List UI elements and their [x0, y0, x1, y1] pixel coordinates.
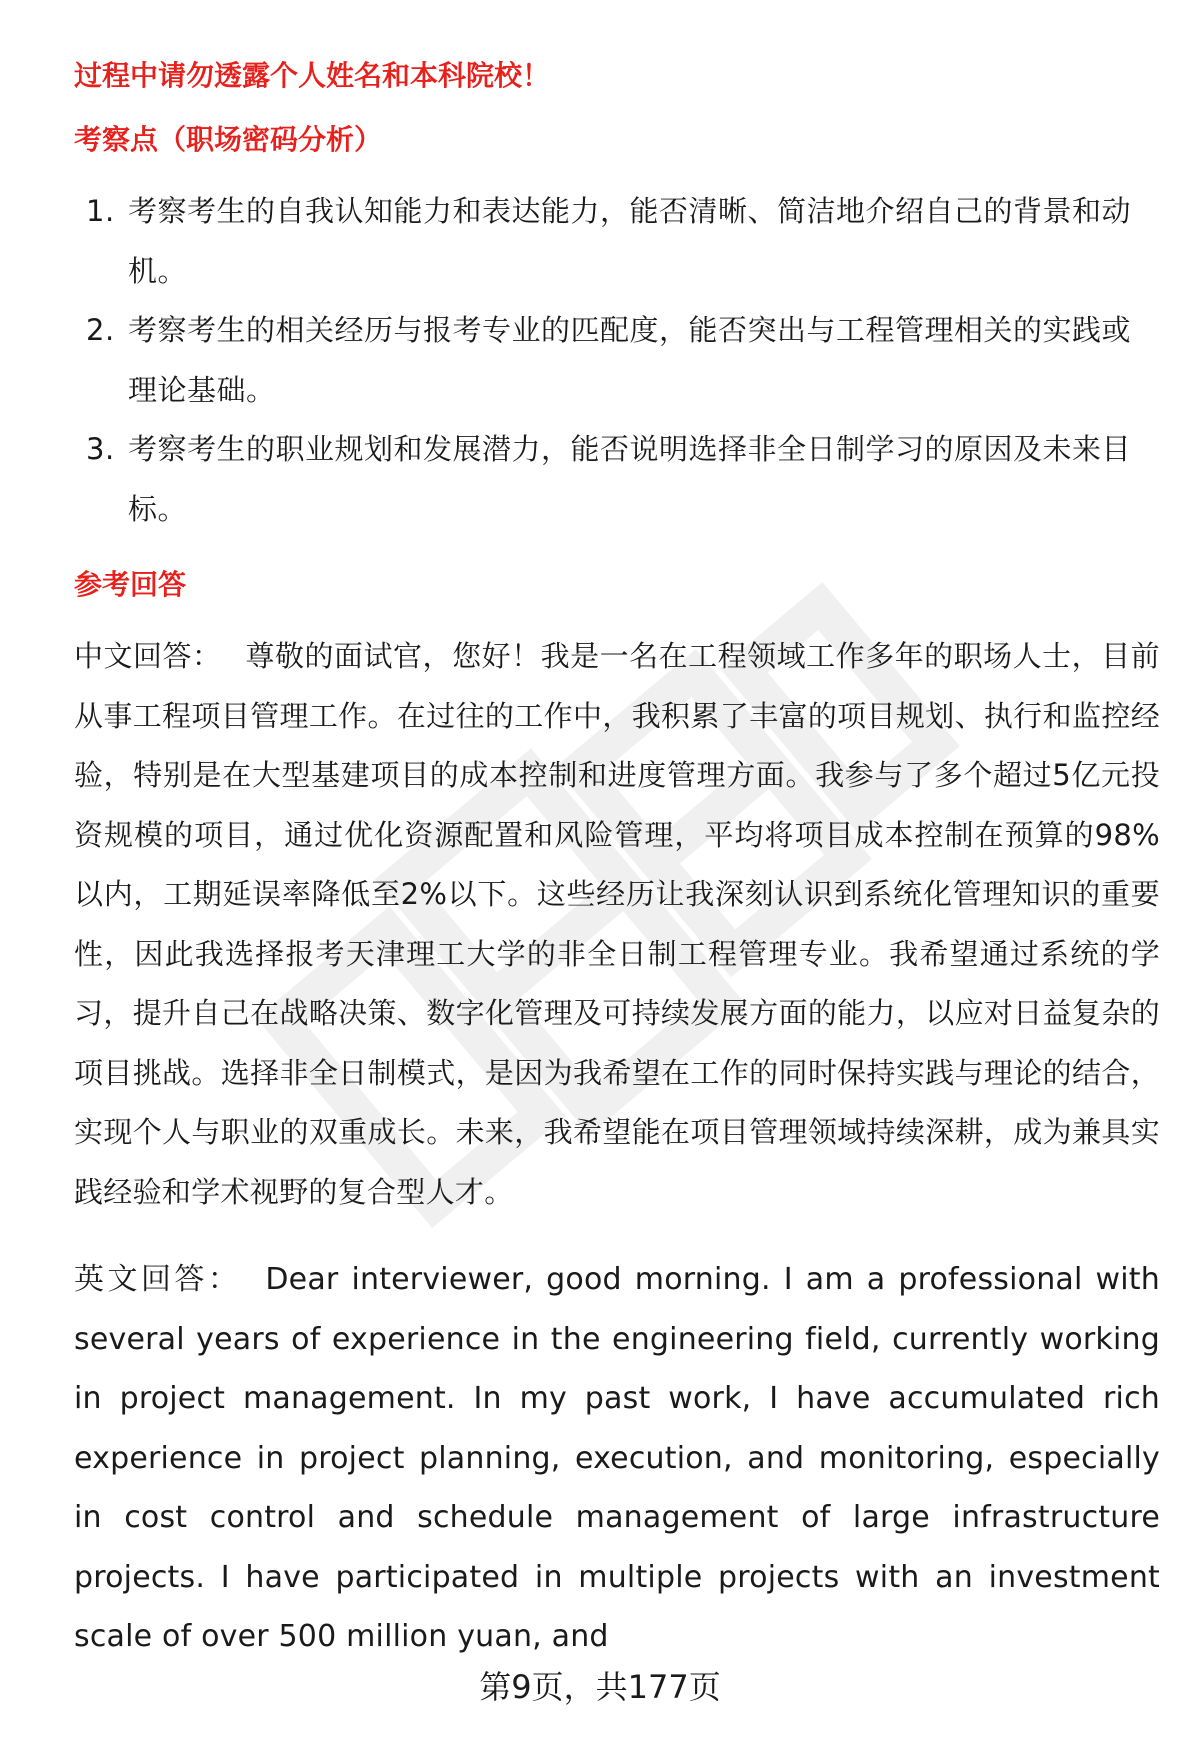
english-answer-paragraph [74, 1250, 1160, 1667]
list-item [74, 301, 1160, 420]
answer-heading: 参考回答 [74, 568, 187, 601]
points-list [74, 182, 1160, 539]
warning-heading: 过程中请勿透露个人姓名和本科院校！ [74, 59, 551, 92]
list-item-number: 2. [86, 313, 115, 347]
list-item [74, 182, 1160, 301]
list-item [74, 420, 1160, 539]
list-item-text: 考察考生的相关经历与报考专业的匹配度，能否突出与工程管理相关的实践或理论基础。 [128, 313, 1132, 407]
english-answer-label: 英文回答： [74, 1262, 242, 1297]
chinese-answer-text: 尊敬的面试官，您好！我是一名在工程领域工作多年的职场人士，目前从事工程项目管理工作。在过往的工作中，我积累了丰富的项目规划、执行和监控经验，特别是在大型基建项目的成本控制和进度管理方面。我参与了多个超过5亿元投资规模的项目，通过优化资源配置和风险管理，平均将项目成本控制在预算的98%以内，工期延误率降低至2%以下。这些经历让我深刻认识到系统化管理知识的重要性，因此我选择报考天津理工大学的非全日制工程管理专业。我希望通过系统的学习，提升自己在战略决策、数字化管理及可持续发展方面的能力，以应对日益复杂的项目挑战。选择非全日制模式，是因为我希望在工作的同时保持实践与理论的结合，实现个人与职业的双重成长。未来，我希望能在项目管理领域持续深耕，成为兼具实践经验和学术视野的复合型人才。 [74, 639, 1160, 1209]
chinese-answer-label: 中文回答： [74, 639, 222, 673]
english-answer-text: Dear interviewer, good morning. I am a professional with several years of experience in the engineering field, currently working in project management. In my past work, I have accumulated rich experience in project planning, execution, and monitoring, especially in cost control and schedule management of large infrastructure projects. I have participated in multiple projects with an investment scale of over 500 million yuan, and [74, 1262, 1160, 1654]
list-item-text: 考察考生的职业规划和发展潜力，能否说明选择非全日制学习的原因及未来目标。 [128, 432, 1132, 526]
list-item-number: 1. [86, 194, 115, 228]
chinese-answer-paragraph [74, 627, 1160, 1222]
list-item-number: 3. [86, 432, 115, 466]
page-number-footer: 第9页，共177页 [479, 1668, 721, 1706]
list-item-text: 考察考生的自我认知能力和表达能力，能否清晰、简洁地介绍自己的背景和动机。 [128, 194, 1132, 288]
page-content [74, 56, 1160, 1667]
points-heading: 考察点（职场密码分析） [74, 123, 383, 156]
